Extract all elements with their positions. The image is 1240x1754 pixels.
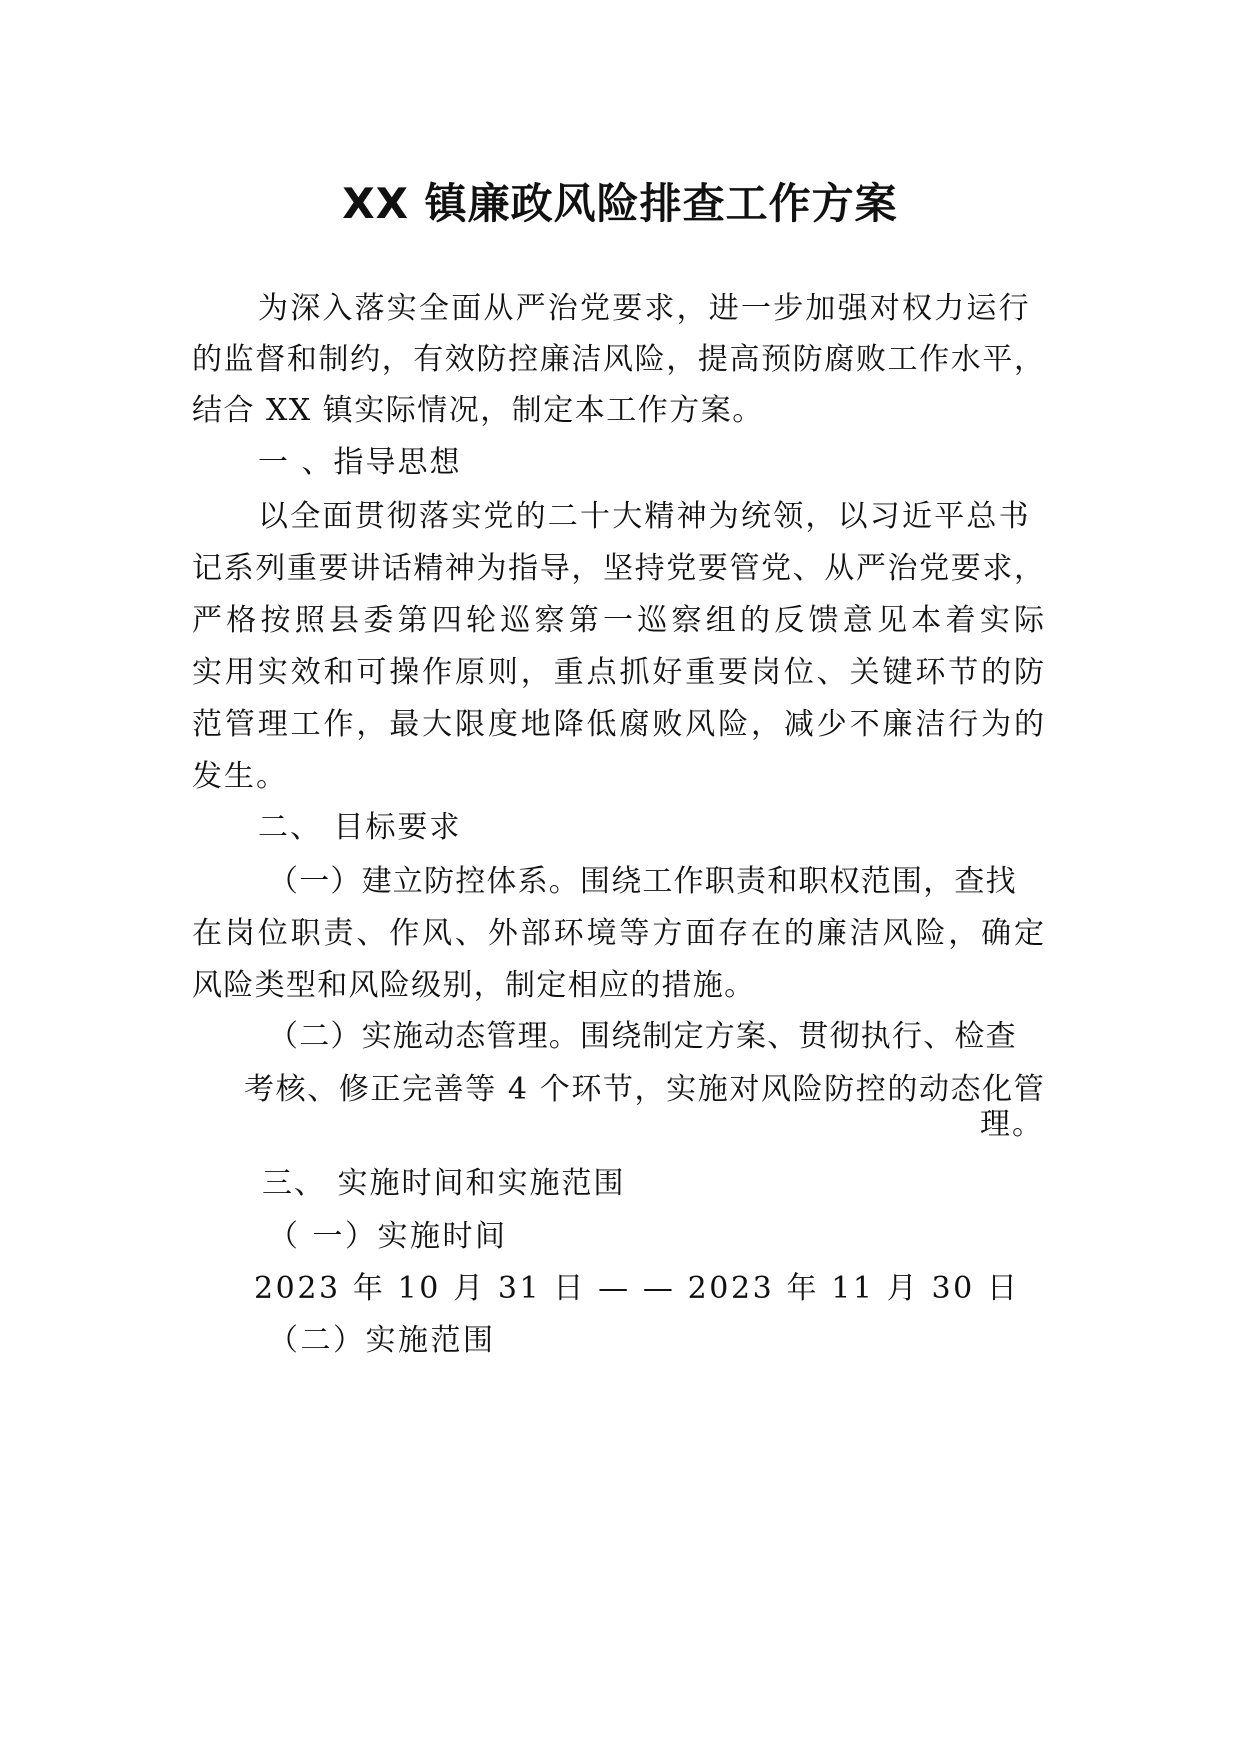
paragraph-line: 实用实效和可操作原则，重点抓好重要岗位、关键环节的防	[192, 655, 1044, 690]
paragraph-line: 为深入落实全面从严治党要求，进一步加强对权力运行	[258, 291, 1031, 326]
paragraph-line: 的监督和制约，有效防控廉洁风险，提高预防腐败工作水平，	[192, 342, 1044, 377]
paragraph-line: 严格按照县委第四轮巡察第一巡察组的反馈意见本着实际	[192, 603, 1044, 638]
paragraph-line: 以全面贯彻落实党的二十大精神为统领，以习近平总书	[258, 499, 1031, 534]
subsection-heading: （ 一）实施时间	[268, 1219, 508, 1254]
paragraph-line: （二）实施动态管理。围绕制定方案、贯彻执行、检查	[268, 1019, 1017, 1054]
paragraph-line: 风险类型和风险级别，制定相应的措施。	[192, 968, 756, 1003]
paragraph-line: 记系列重要讲话精神为指导，坚持党要管党、从严治党要求，	[192, 551, 1044, 586]
date-range: 2023 年 10 月 31 日 — — 2023 年 11 月 30 日	[254, 1271, 1020, 1306]
paragraph-line: 在岗位职责、作风、外部环境等方面存在的廉洁风险，确定	[192, 916, 1044, 951]
document-title: XX 镇廉政风险排查工作方案	[342, 179, 898, 228]
paragraph-line: （一）建立防控体系。围绕工作职责和职权范围，查找	[268, 864, 1017, 899]
paragraph-line: 考核、修正完善等 4 个环节，实施对风险防控的动态化管	[244, 1072, 1046, 1107]
paragraph-line: 发生。	[192, 759, 288, 794]
paragraph-line: 理。	[980, 1107, 1044, 1142]
section-heading: 二、 目标要求	[258, 810, 462, 845]
paragraph-line: 结合 XX 镇实际情况，制定本工作方案。	[192, 393, 764, 428]
subsection-heading: （二）实施范围	[268, 1323, 496, 1358]
section-heading: 三、 实施时间和实施范围	[262, 1166, 626, 1201]
section-heading: 一 、指导思想	[258, 445, 462, 480]
paragraph-line: 范管理工作，最大限度地降低腐败风险，减少不廉洁行为的	[192, 707, 1044, 742]
